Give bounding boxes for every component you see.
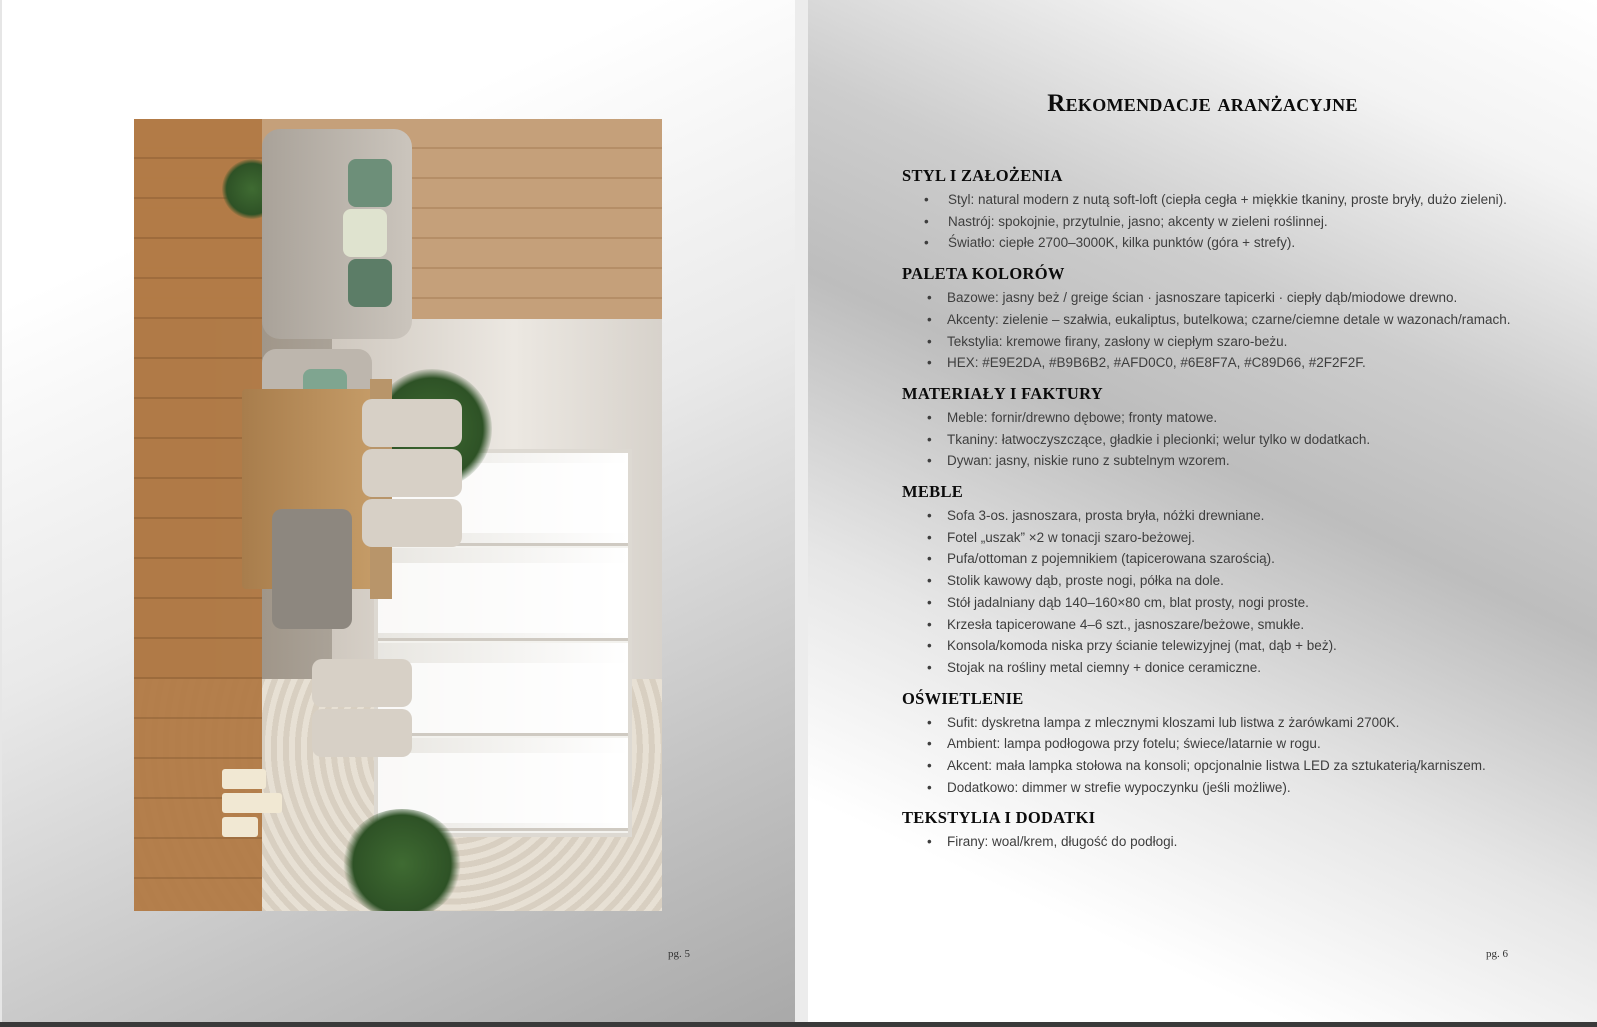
bullet-list [902, 407, 1522, 472]
sofa [262, 129, 412, 339]
section-lighting [902, 689, 1522, 799]
section-style [902, 166, 1522, 254]
section-heading: STYL I ZAŁOŻENIA [902, 166, 1063, 185]
page-title: Rekomendacje aranżacyjne [1047, 90, 1358, 117]
page-right [808, 0, 1597, 1022]
chair [362, 449, 462, 497]
bullet-list [902, 831, 1522, 853]
section-color-palette [902, 264, 1522, 374]
list-item: • Stojak na rośliny metal ciemny + donice ceramiczne. [947, 657, 1522, 679]
recommendations-content [902, 166, 1522, 863]
section-textiles [902, 808, 1522, 853]
living-room-photo [134, 119, 662, 911]
ottoman [272, 509, 352, 629]
list-item: • HEX: #E9E2DA, #B9B6B2, #AFD0C0, #6E8F7A, #C89D66, #2F2F2F. [947, 352, 1522, 374]
list-item: • Stolik kawowy dąb, proste nogi, półka na dole. [947, 570, 1522, 592]
list-item: • Sufit: dyskretna lampa z mlecznymi kloszami lub listwa z żarówkami 2700K. [947, 712, 1522, 734]
bullet-list [902, 287, 1522, 374]
list-item: • Tkaniny: łatwoczyszczące, gładkie i plecionki; welur tylko w dodatkach. [947, 429, 1522, 451]
list-item: • Tekstylia: kremowe firany, zasłony w ciepłym szaro-beżu. [947, 331, 1522, 353]
list-item: • Ambient: lampa podłogowa przy fotelu; świece/latarnie w rogu. [947, 733, 1522, 755]
list-item: • Krzesła tapicerowane 4–6 szt., jasnoszare/beżowe, smukłe. [947, 614, 1522, 636]
list-item: • Akcenty: zielenie – szałwia, eukaliptus, butelkowa; czarne/ciemne detale w wazonach/ramach. [947, 309, 1522, 331]
bullet-list [902, 712, 1522, 799]
chair [362, 499, 462, 547]
page-number-left: pg. 5 [668, 948, 690, 960]
list-item: • Stół jadalniany dąb 140–160×80 cm, blat prosty, nogi proste. [947, 592, 1522, 614]
section-heading: OŚWIETLENIE [902, 688, 1024, 708]
section-furniture [902, 482, 1522, 679]
list-item: • Meble: fornir/drewno dębowe; fronty matowe. [947, 407, 1522, 429]
list-item: • Akcent: mała lampka stołowa na konsoli; opcjonalnie listwa LED za sztukaterią/karniszem. [947, 755, 1522, 777]
page-number-right: pg. 6 [1486, 948, 1508, 960]
page-left [2, 0, 795, 1022]
section-heading: MEBLE [902, 482, 964, 502]
bullet-list [902, 189, 1522, 254]
section-materials [902, 384, 1522, 472]
bullet-list [902, 505, 1522, 679]
list-item: • Fotel „uszak” ×2 w tonacji szaro-beżowej. [947, 527, 1522, 549]
section-heading: PALETA KOLORÓW [902, 264, 1065, 284]
list-item: • Dywan: jasny, niskie runo z subtelnym wzorem. [947, 450, 1522, 472]
list-item: • Styl: natural modern z nutą soft-loft (ciepła cegła + miękkie tkaniny, proste bryły, dużo zieleni). [948, 189, 1522, 211]
list-item: • Dodatkowo: dimmer w strefie wypoczynku (jeśli możliwe). [947, 777, 1522, 799]
list-item: • Sofa 3-os. jasnoszara, prosta bryła, nóżki drewniane. [947, 505, 1522, 527]
list-item: • Nastrój: spokojnie, przytulnie, jasno; akcenty w zieleni roślinnej. [948, 211, 1522, 233]
list-item: • Bazowe: jasny beż / greige ścian · jasnoszare tapicerki · ciepły dąb/miodowe drewno. [947, 287, 1522, 309]
chair [312, 709, 412, 757]
list-item: • Konsola/komoda niska przy ścianie telewizyjnej (mat, dąb + beż). [947, 635, 1522, 657]
list-item: • Światło: ciepłe 2700–3000K, kilka punktów (góra + strefy). [948, 232, 1522, 254]
chair [362, 399, 462, 447]
list-item: • Pufa/ottoman z pojemnikiem (tapicerowana szarością). [947, 548, 1522, 570]
list-item: • Firany: woal/krem, długość do podłogi. [947, 831, 1522, 853]
section-heading: TEKSTYLIA I DODATKI [902, 808, 1096, 828]
room-render [134, 119, 662, 911]
page-gutter [795, 0, 808, 1022]
plant [342, 809, 462, 911]
candles [222, 769, 302, 839]
chair [312, 659, 412, 707]
section-heading: MATERIAŁY I FAKTURY [902, 383, 1103, 403]
